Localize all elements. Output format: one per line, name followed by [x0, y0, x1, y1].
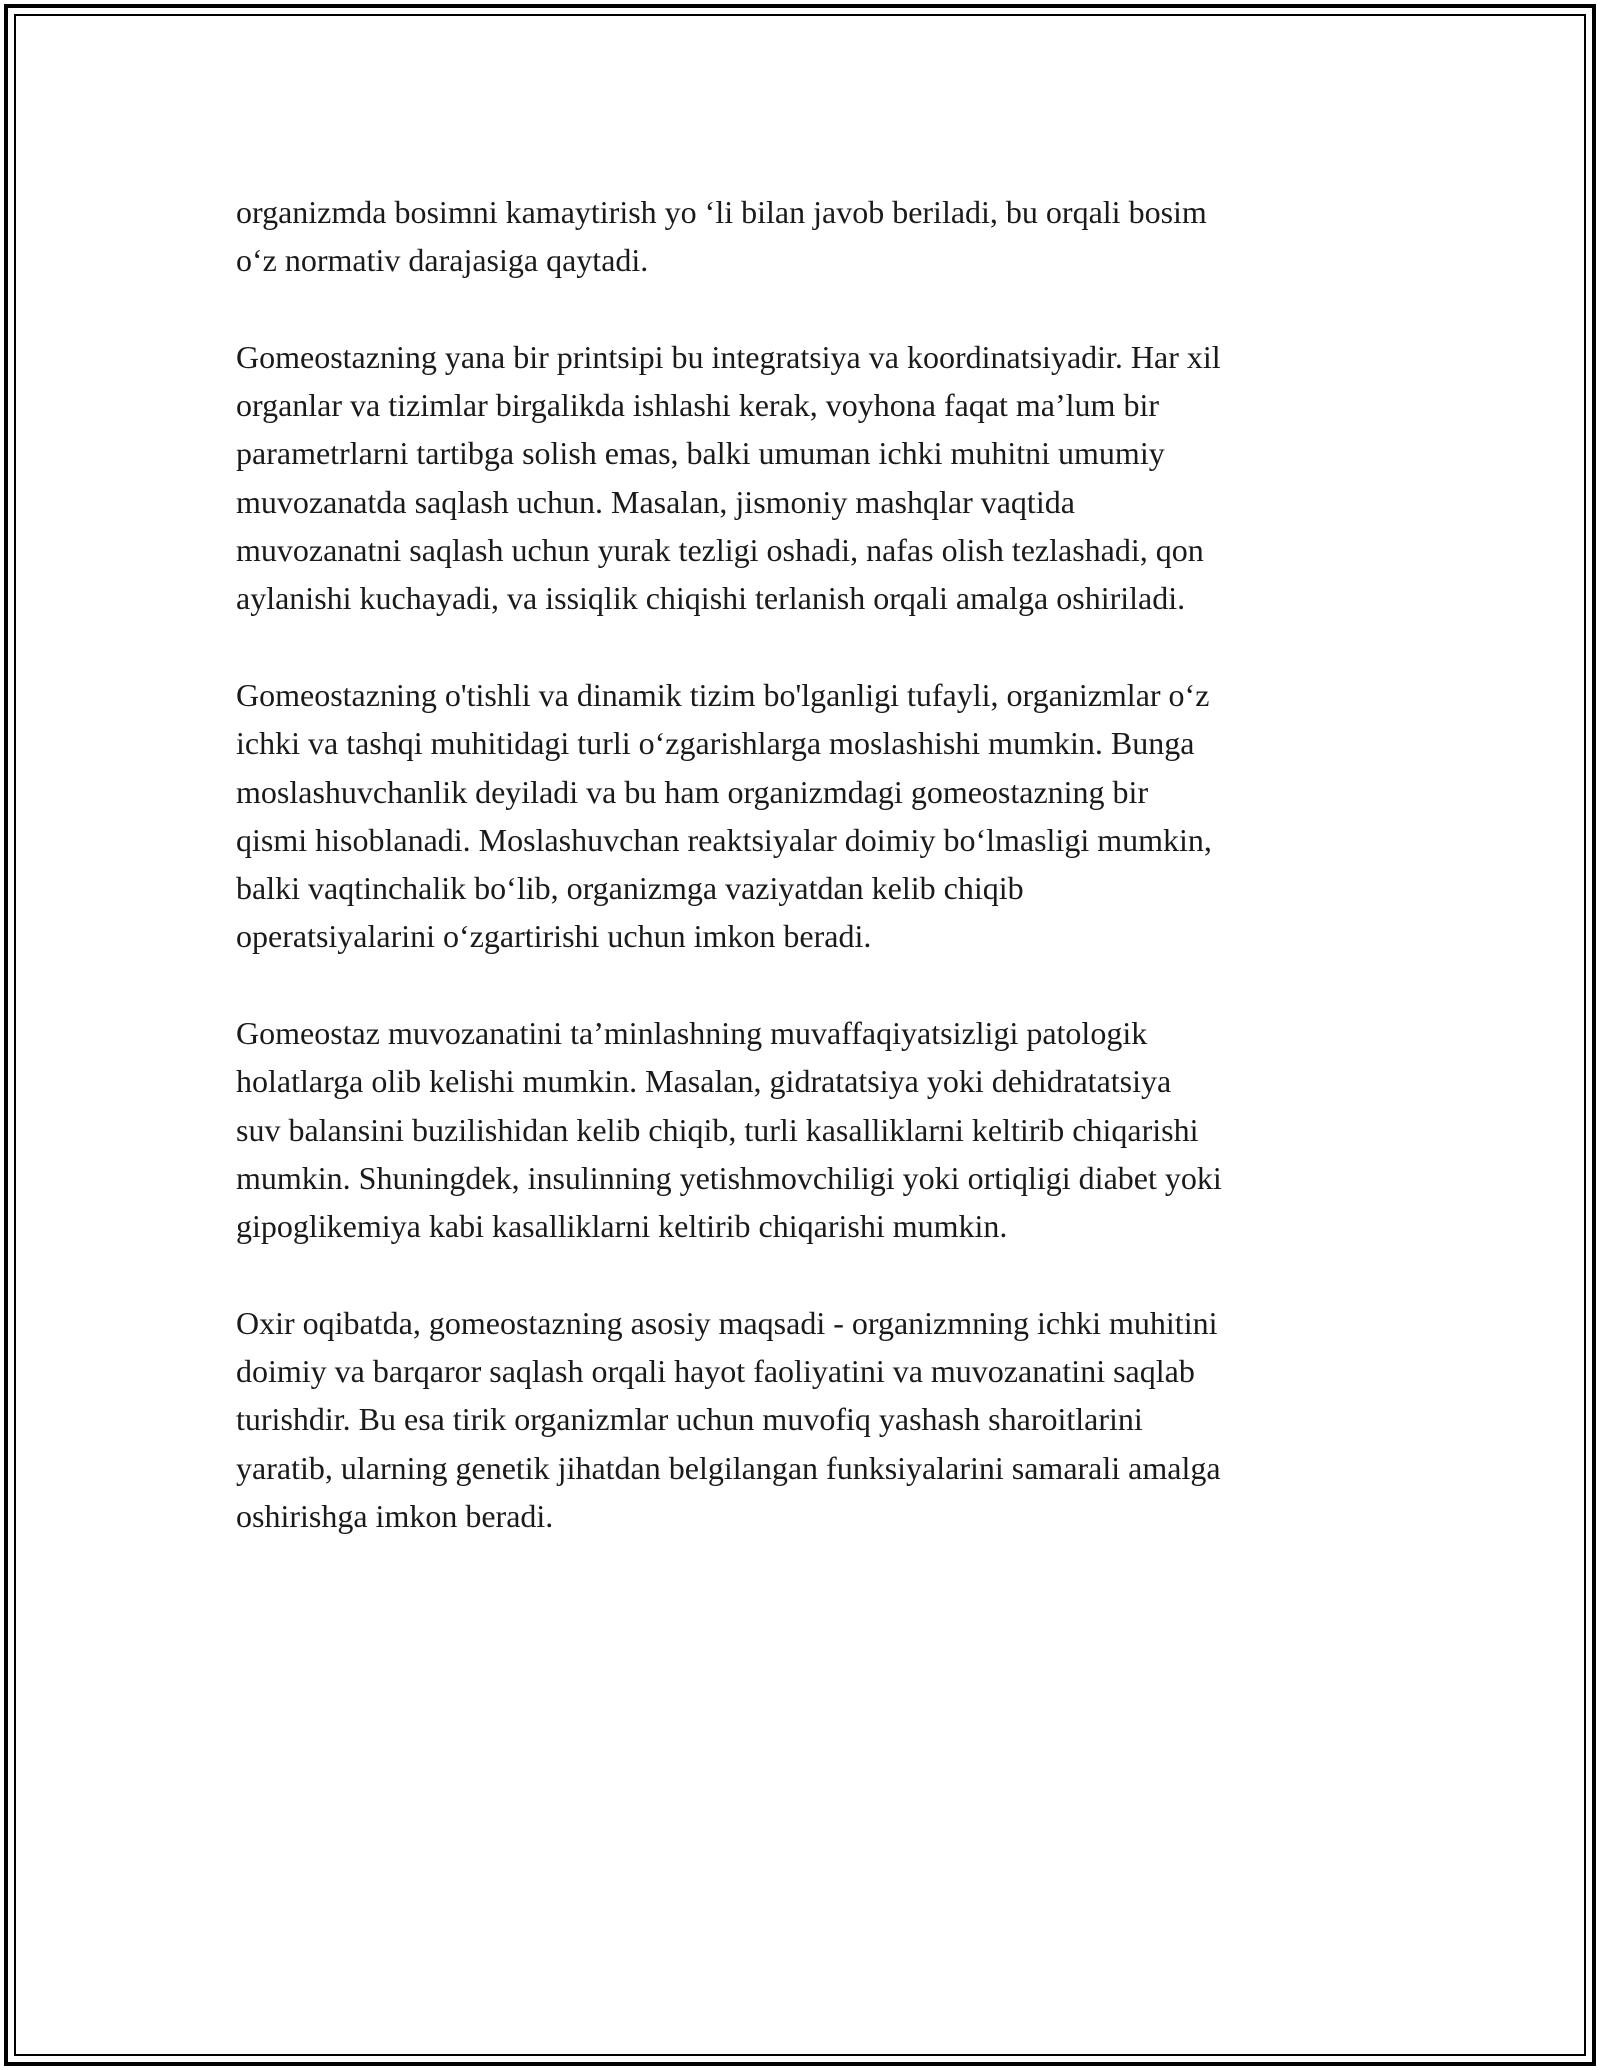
- paragraph-4: Gomeostaz muvozanatini ta’minlashning muvaffaqiyatsizligi patologik holatlarga olib kelishi mumkin. Masalan, gidratatsiya yoki dehidratatsiya suv balansini buzilishidan kelib chiqib, turli kasalliklarni keltirib chiqarishi mumkin. Shuningdek, insulinning yetishmovchiligi yoki ortiqligi diabet yoki gipoglikemiya kabi kasalliklarni keltirib chiqarishi mumkin.: [236, 1015, 1222, 1245]
- paragraph-2: Gomeostazning yana bir printsipi bu integratsiya va koordinatsiyadir. Har xil organlar va tizimlar birgalikda ishlashi kerak, voyhona faqat ma’lum bir parametrlarni tartibga solish emas, balki umuman ichki muhitni umumiy muvozanatda saqlash uchun. Masalan, jismoniy mashqlar vaqtida muvozanatni saqlash uchun yurak tezligi oshadi, nafas olish tezlashadi, qon aylanishi kuchayadi, va issiqlik chiqishi terlanish orqali amalga oshiriladi.: [236, 338, 1221, 617]
- paragraph-1: organizmda bosimni kamaytirish yo ‘li bilan javob beriladi, bu orqali bosim o‘z normativ darajasiga qaytadi.: [236, 194, 1207, 279]
- paragraph-3: Gomeostazning o'tishli va dinamik tizim bo'lganligi tufayli, organizmlar o‘z ichki va tashqi muhitidagi turli o‘zgarishlarga moslashishi mumkin. Bunga moslashuvchanlik deyiladi va bu ham organizmdagi gomeostazning bir qismi hisoblanadi. Moslashuvchan reaktsiyalar doimiy bo‘lmasligi mumkin, balki vaqtinchalik bo‘lib, organizmga vaziyatdan kelib chiqib operatsiyalarini o‘zgartirishi uchun imkon beradi.: [236, 676, 1212, 955]
- document-body: [236, 188, 1386, 1589]
- paragraph-5: Oxir oqibatda, gomeostazning asosiy maqsadi - organizmning ichki muhitini doimiy va barqaror saqlash orqali hayot faoliyatini va muvozanatini saqlab turishdir. Bu esa tirik organizmlar uchun muvofiq yashash sharoitlarini yaratib, ularning genetik jihatdan belgilangan funksiyalarini samarali amalga oshirishga imkon beradi.: [236, 1304, 1221, 1535]
